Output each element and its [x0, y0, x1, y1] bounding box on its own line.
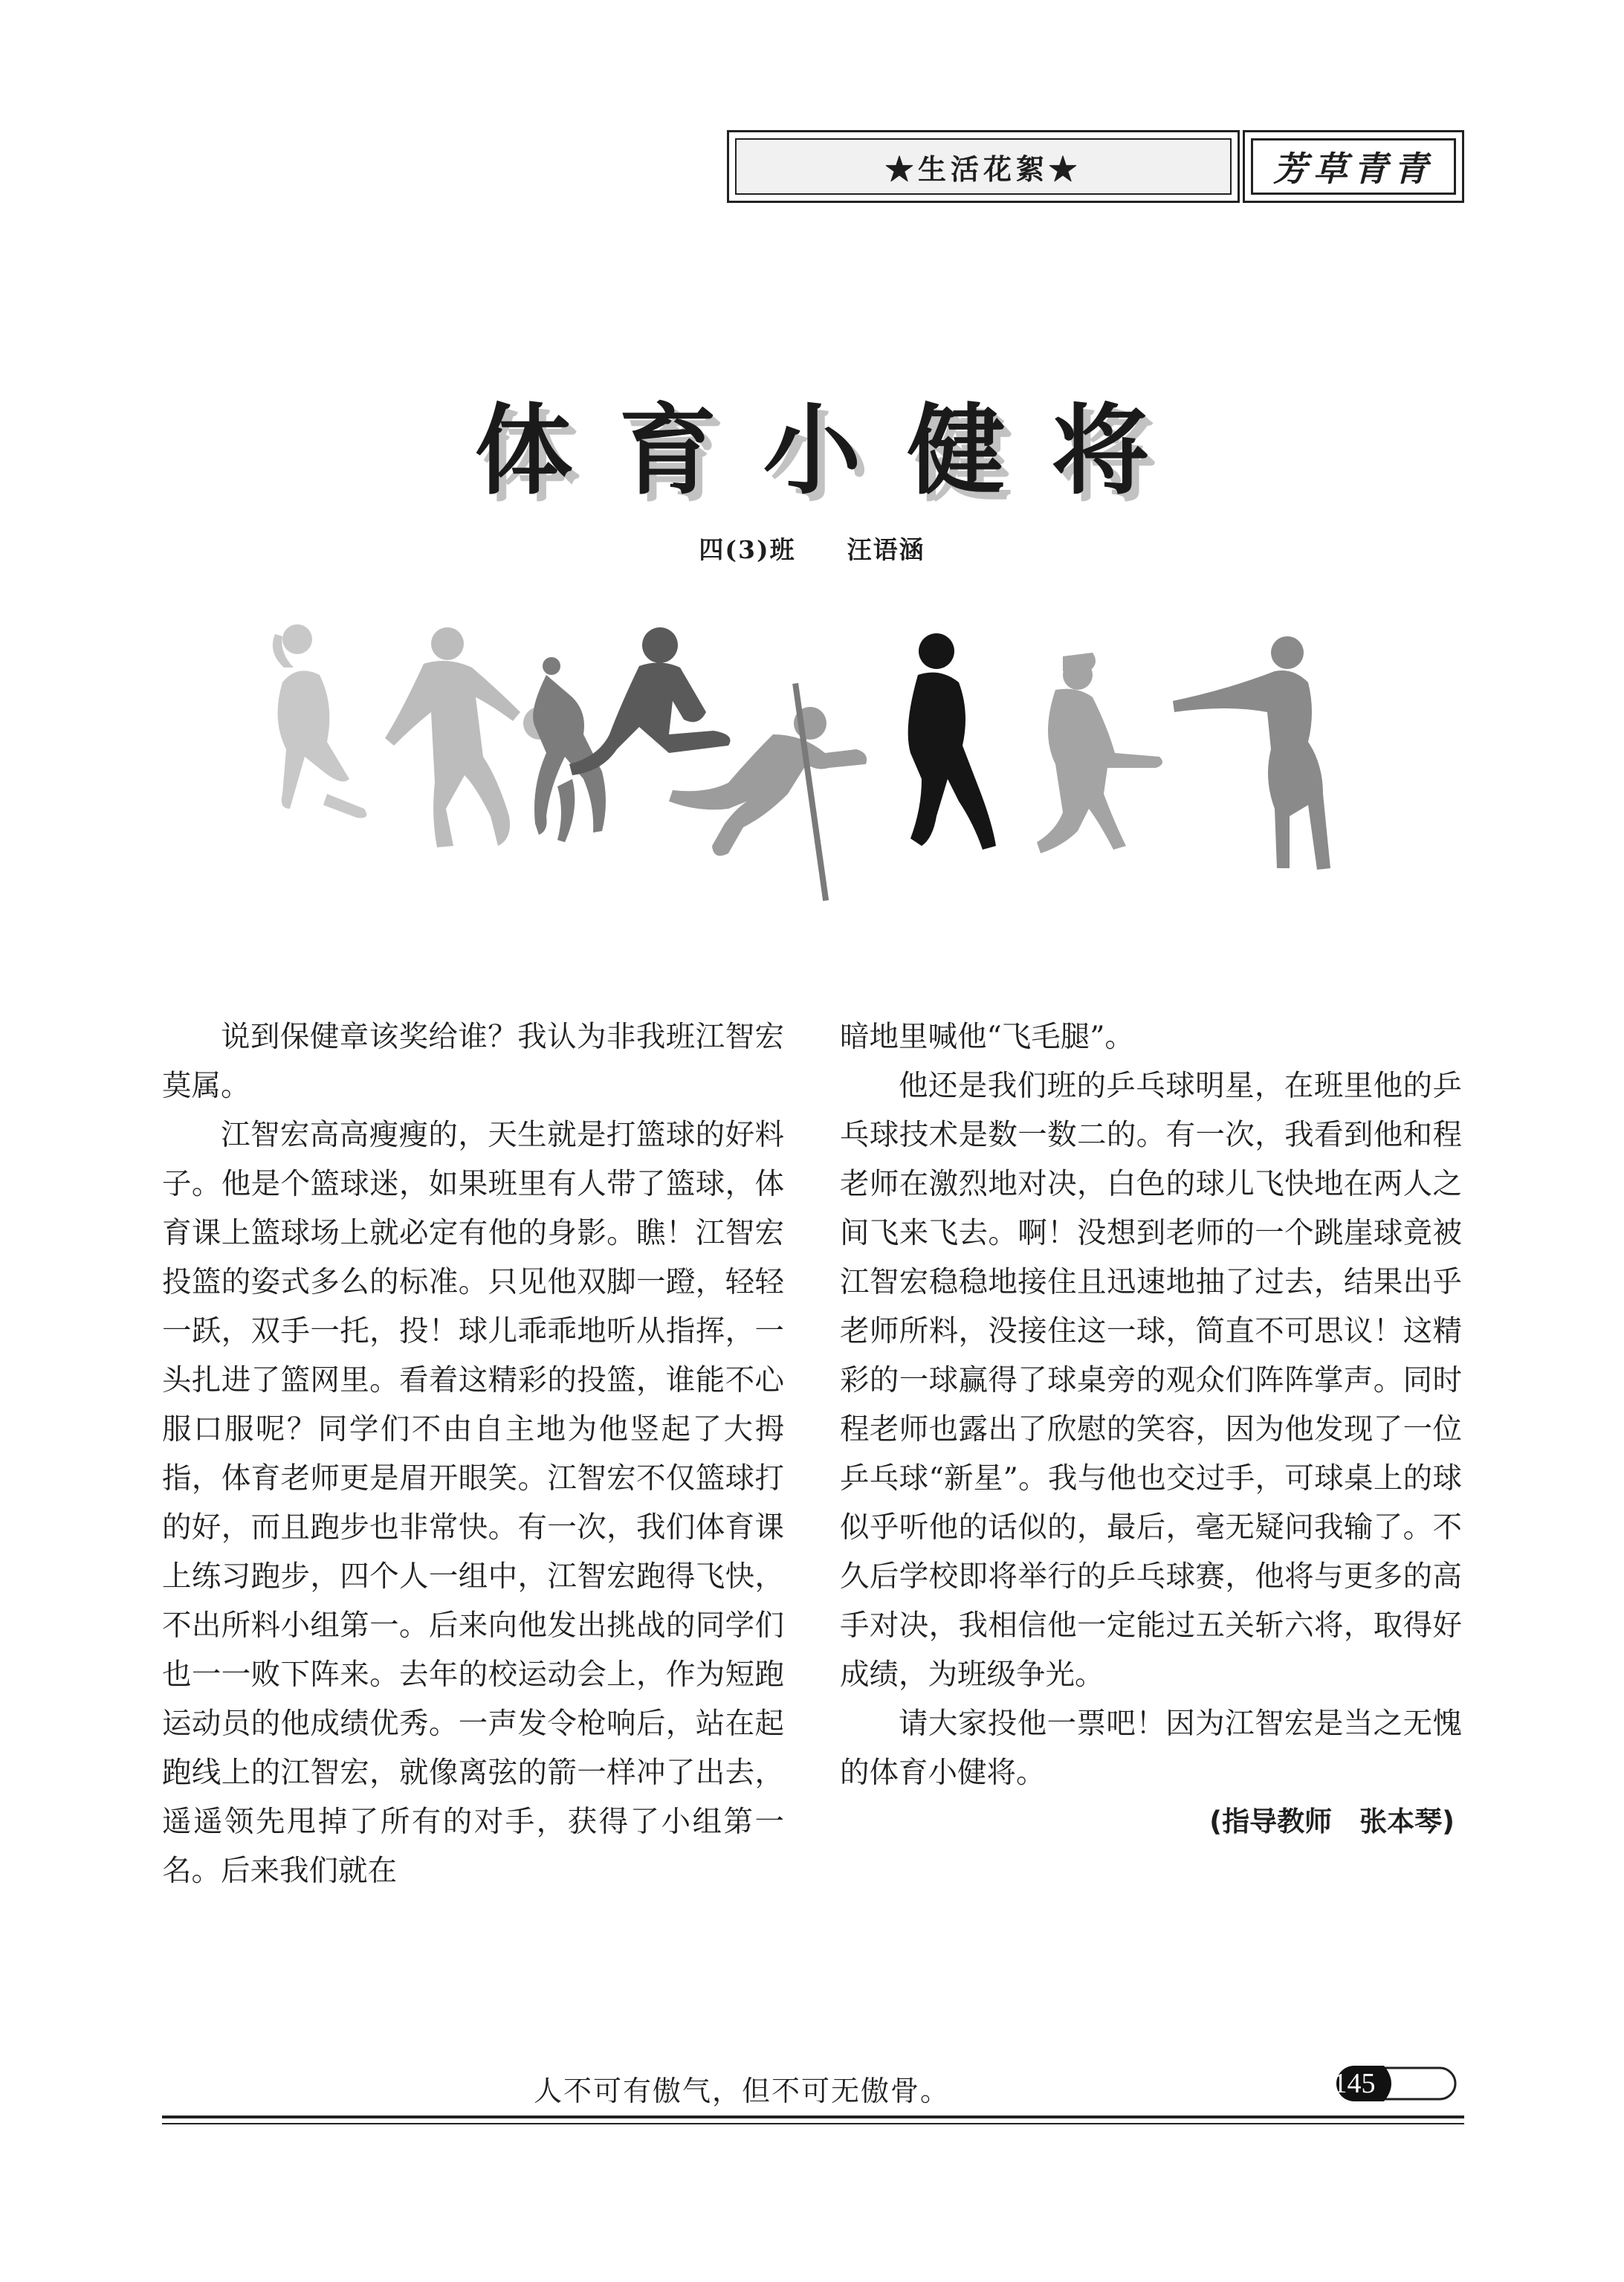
column-header-inner	[1251, 138, 1456, 195]
hurdler-silhouette	[569, 627, 731, 775]
dancer-silhouette	[1173, 636, 1330, 870]
paragraph: 请大家投他一票吧！因为江智宏是当之无愧的体育小健将。	[840, 1707, 1462, 1790]
article-left-column	[162, 1012, 784, 1895]
column-name: 芳草青青	[1273, 149, 1434, 189]
volleyball-player-silhouette	[273, 624, 366, 818]
gymnast-silhouette	[533, 657, 606, 842]
column-header-box	[1243, 130, 1464, 203]
section-header-box	[727, 130, 1240, 203]
page-number: 145	[1333, 2068, 1376, 2099]
article-right-column	[840, 1012, 1462, 1846]
footer-motto: 人不可有傲气，但不可无傲骨。	[534, 2075, 951, 2107]
byline	[0, 531, 1624, 566]
sports-silhouettes-icon	[253, 623, 1375, 920]
footer-rule	[162, 2115, 1464, 2118]
section-name: ★生活花絮★	[884, 152, 1081, 186]
paragraph: 江智宏高高瘦瘦的，天生就是打篮球的好料子。他是个篮球迷，如果班里有人带了篮球，体育课上篮球场上就必定有他的身影。瞧！江智宏投篮的姿式多么的标准。只见他双脚一蹬，轻轻一跃，双手一托，投！球儿乖乖地听从指挥，一头扎进了篮网里。看着这精彩的投篮，谁能不心服口服呢？同学们不由自主地为他竖起了大拇指，体育老师更是眉开眼笑。江智宏不仅篮球打的好，而且跑步也非常快。有一次，我们体育课上练习跑步，四个人一组中，江智宏跑得飞快，不出所料小组第一。后来向他发出挑战的同学们也一一败下阵来。去年的校运动会上，作为短跑运动员的他成绩优秀。一声发令枪响后，站在起跑线上的江智宏，就像离弦的箭一样冲了出去，遥遥领先甩掉了所有的对手，获得了小组第一名。后来我们就在	[162, 1118, 784, 1888]
baseball-batter-silhouette	[1037, 653, 1162, 853]
author-name: 汪语涵	[847, 535, 925, 564]
basketball-player-silhouette	[385, 627, 556, 847]
paragraph: 说到保健章该奖给谁？我认为非我班江智宏莫属。	[162, 1020, 784, 1103]
article-title: 体育小健将	[474, 393, 1196, 508]
teacher-signature: (指导教师 张本琴)	[1209, 1806, 1455, 1837]
section-header-inner	[735, 138, 1232, 195]
paragraph: 他还是我们班的乒乓球明星，在班里他的乒乓球技术是数一数二的。有一次，我看到他和程老师在激烈地对决，白色的球儿飞快地在两人之间飞来飞去。啊！没想到老师的一个跳崖球竟被江智宏稳稳地接住且迅速地抽了过去，结果出乎老师所料，没接住这一球，简直不可思议！这精彩的一球赢得了球桌旁的观众们阵阵掌声。同时程老师也露出了欣慰的笑容，因为他发现了一位乒乓球“新星”。我与他也交过手，可球桌上的球似乎听他的话似的，最后，毫无疑问我输了。不久后学校即将举行的乒乓球赛，他将与更多的高手对决，我相信他一定能过五关斩六将，取得好成绩，为班级争光。	[840, 1069, 1462, 1692]
paragraph-continuation: 暗地里喊他“飞毛腿”。	[840, 1020, 1134, 1054]
author-class: 四(3)班	[699, 535, 796, 564]
footer-rule-thin	[162, 2123, 1464, 2124]
runner-silhouette	[908, 633, 996, 850]
